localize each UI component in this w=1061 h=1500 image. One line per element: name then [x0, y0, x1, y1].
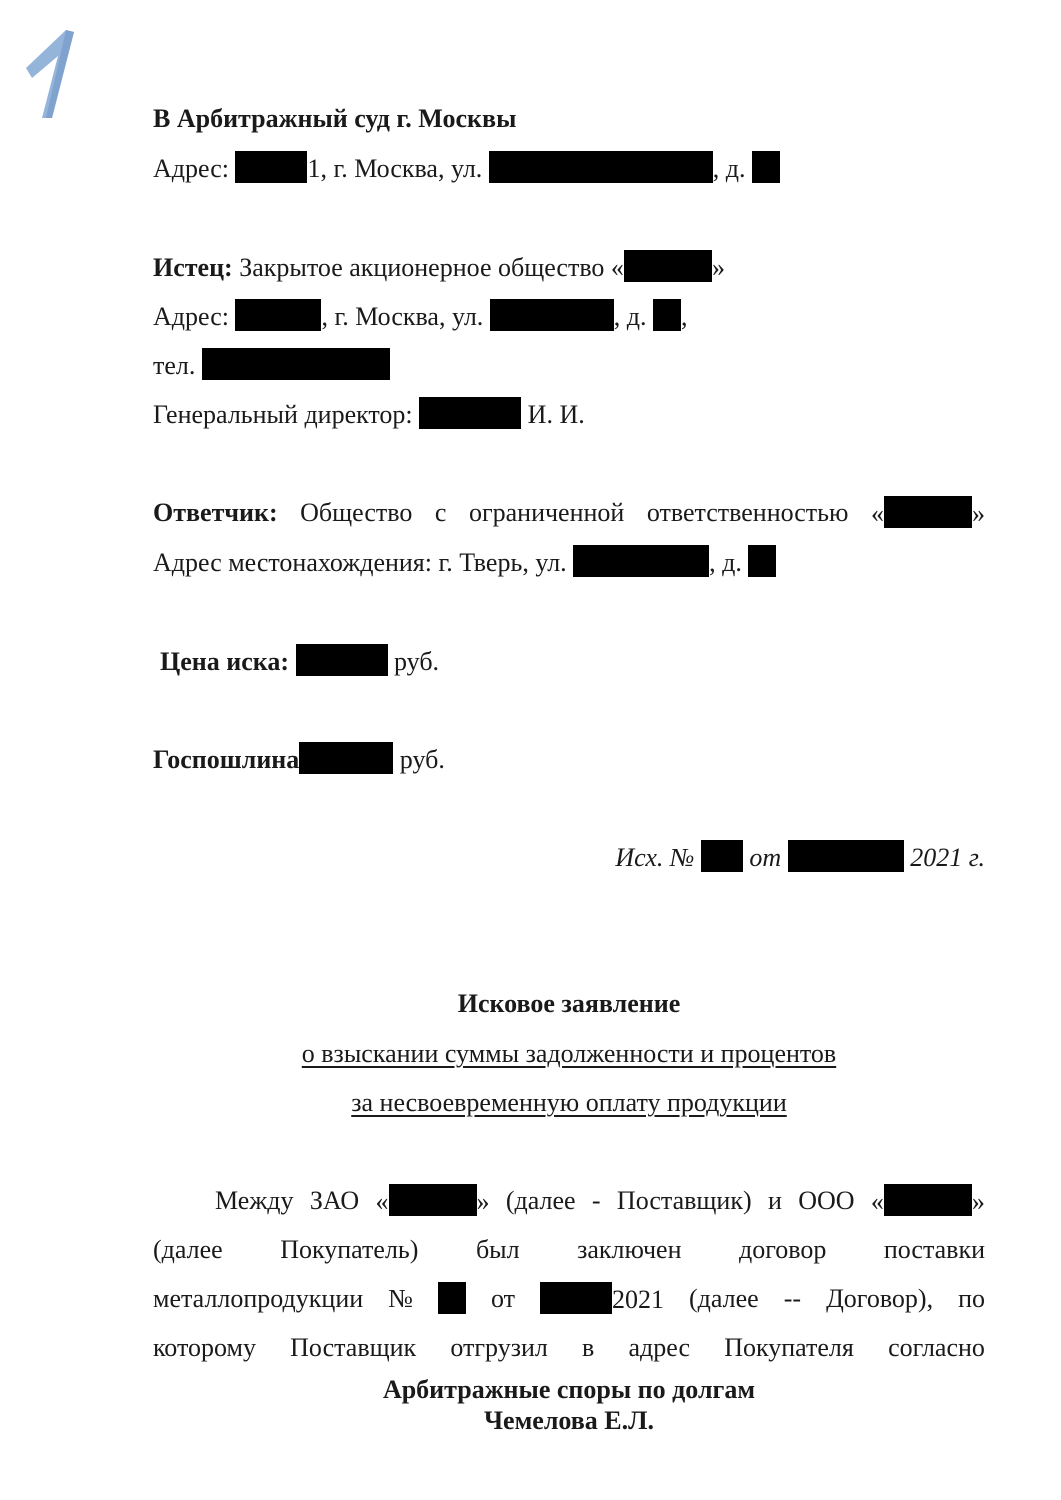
claim-price: Цена иска: руб. — [160, 644, 985, 678]
body-line-3: металлопродукции № от 2021 (далее -- Договор), по — [153, 1284, 985, 1314]
footer-line-1: Арбитражные споры по долгам — [382, 1375, 756, 1404]
court-title: В Арбитражный суд г. Москвы — [153, 104, 517, 133]
body-line-4: которому Поставщик отгрузил в адрес Покупателя согласно — [153, 1333, 985, 1362]
redaction — [489, 151, 713, 183]
document-subtitle-2: за несвоевременную оплату продукции — [351, 1088, 787, 1117]
body-line-2: (далее Покупатель) был заключен договор поставки — [153, 1235, 985, 1264]
body-line-1: Между ЗАО « » (далее - Поставщик) и ООО « » — [215, 1186, 985, 1216]
redaction — [296, 644, 388, 676]
page-number-mark — [8, 6, 88, 121]
redaction — [438, 1282, 466, 1314]
document-title: Исковое заявление — [457, 989, 681, 1018]
plaintiff-line: Истец: Закрытое акционерное общество « » — [153, 250, 985, 284]
defendant-line: Ответчик: Общество с ограниченной ответственностью « » — [153, 498, 985, 528]
defendant-address: Адрес местонахождения: г. Тверь, ул. , д. — [153, 545, 985, 579]
redaction — [389, 1184, 477, 1216]
redaction — [299, 742, 393, 774]
court-address: Адрес: 1, г. Москва, ул. , д. — [153, 151, 985, 185]
redaction — [235, 151, 307, 183]
redaction — [419, 397, 521, 429]
document-subtitle-1: о взыскании суммы задолженности и процентов — [301, 1039, 837, 1068]
redaction — [202, 348, 390, 380]
redaction — [701, 840, 743, 872]
redaction — [884, 496, 972, 528]
redaction — [490, 299, 614, 331]
redaction — [748, 545, 776, 577]
plaintiff-address: Адрес: , г. Москва, ул. , д. , — [153, 299, 985, 333]
redaction — [235, 299, 321, 331]
redaction — [624, 250, 712, 282]
redaction — [788, 840, 904, 872]
outgoing-number: Исх. № от 2021 г. — [153, 840, 985, 874]
redaction — [573, 545, 709, 577]
redaction — [884, 1184, 972, 1216]
plaintiff-phone: тел. — [153, 348, 985, 382]
redaction — [540, 1282, 612, 1314]
plaintiff-director: Генеральный директор: И. И. — [153, 397, 985, 431]
footer-line-2: Чемелова Е.Л. — [483, 1406, 655, 1435]
redaction — [752, 151, 780, 183]
state-fee: Госпошлина руб. — [153, 742, 985, 776]
redaction — [653, 299, 681, 331]
